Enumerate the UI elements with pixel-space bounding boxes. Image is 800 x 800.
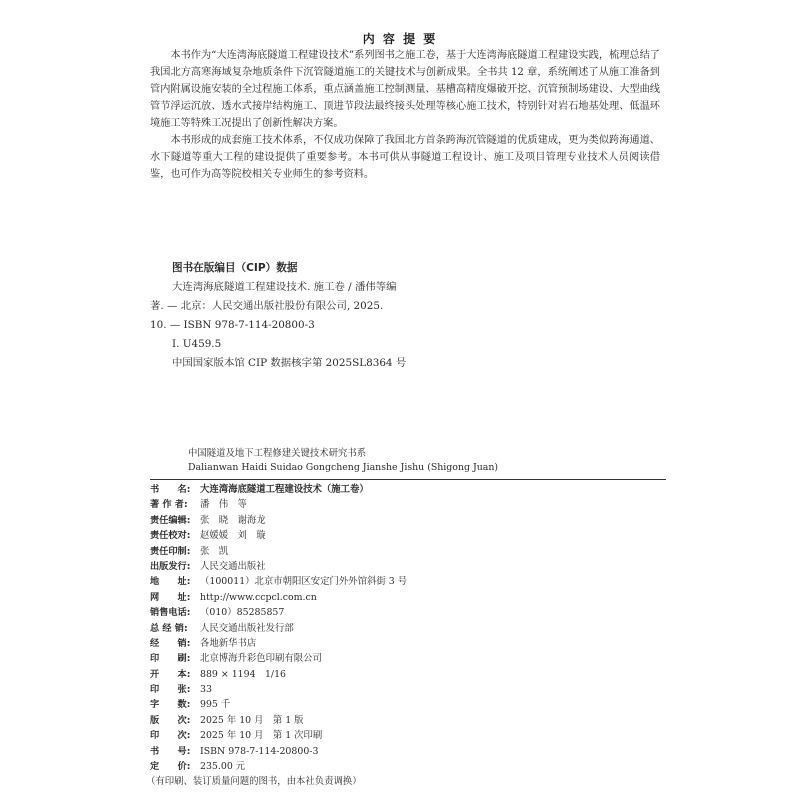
colophon-row-label: 开 本: — [150, 668, 191, 680]
colophon-row — [150, 497, 670, 512]
colophon-row — [150, 651, 670, 666]
colophon-row — [150, 559, 670, 574]
colophon-row-value: 889 × 1194 1/16 — [200, 668, 286, 680]
cip-block — [150, 259, 670, 373]
colophon-row-value: 大连湾海底隧道工程建设技术（施工卷） — [200, 484, 369, 495]
colophon-row-label: 经 销: — [150, 637, 191, 649]
colophon-row-label: 责任印制: — [150, 545, 191, 557]
colophon-row-value: 张 凯 — [200, 545, 229, 557]
colophon-row-label: 地 址: — [150, 576, 191, 588]
colophon-row — [150, 590, 670, 605]
colophon-row-value: 赵媛媛 刘 璇 — [200, 530, 266, 542]
series-pinyin: Dalianwan Haidi Suidao Gongcheng Jianshe Jishu (Shigong Juan) — [188, 462, 499, 473]
cip-line-1: 大连湾海底隧道工程建设技术. 施工卷 / 潘伟等编 — [172, 281, 397, 293]
quality-note: （有印刷、装订质量问题的图书，由本社负责调换） — [146, 776, 362, 788]
colophon-row-label: 版 次: — [150, 714, 191, 726]
colophon-row-value: 北京博海升彩色印刷有限公司 — [200, 653, 322, 665]
colophon-row-value: 人民交通出版社发行部 — [200, 622, 294, 634]
colophon-row-label: 出版发行: — [150, 560, 191, 572]
cip-title: 图书在版编目（CIP）数据 — [172, 262, 298, 274]
colophon-row — [150, 636, 670, 651]
colophon-row-value: 张 晓 谢海龙 — [200, 514, 266, 526]
colophon-row-value: 235.00 元 — [200, 761, 246, 773]
colophon-row-label: 网 址: — [150, 591, 191, 603]
colophon-row-label: 著 作 者: — [150, 499, 188, 511]
colophon-row-value: （010）85285857 — [200, 607, 285, 619]
colophon-row-value: 2025 年 10 月 第 1 版 — [200, 714, 304, 726]
colophon-row-value: 人民交通出版社 — [200, 560, 266, 572]
cip-line-4: Ⅰ. U459.5 — [172, 338, 222, 350]
colophon-row-value: ISBN 978-7-114-20800-3 — [200, 745, 319, 757]
colophon-row-label: 销售电话: — [150, 607, 191, 619]
colophon-row-value: （100011）北京市朝阳区安定门外外馆斜街 3 号 — [200, 576, 408, 588]
colophon-row — [150, 621, 670, 636]
colophon-row-label: 责任编辑: — [150, 514, 191, 526]
colophon-row — [150, 574, 670, 589]
colophon-rows — [150, 482, 670, 774]
colophon-row — [150, 482, 670, 497]
colophon — [146, 447, 670, 789]
colophon-row-value: 潘 伟 等 — [200, 499, 247, 511]
colophon-row-value: 2025 年 10 月 第 1 次印刷 — [200, 730, 323, 742]
series-title: 中国隧道及地下工程修建关键技术研究书系 — [188, 448, 367, 459]
colophon-row — [150, 713, 670, 728]
colophon-row-label: 书 名: — [150, 484, 191, 495]
colophon-row-value: 995 千 — [200, 699, 231, 711]
colophon-row-label: 印 刷: — [150, 653, 191, 665]
colophon-row-value: 33 — [200, 684, 212, 696]
colophon-row-value: 各地新华书店 — [200, 637, 257, 649]
colophon-row — [150, 528, 670, 543]
colophon-row — [150, 513, 670, 528]
colophon-row — [150, 544, 670, 559]
cip-line-2: 著. — 北京：人民交通出版社股份有限公司, 2025. — [150, 300, 384, 312]
cip-line-3: 10. — ISBN 978-7-114-20800-3 — [150, 319, 315, 331]
colophon-row-label: 印 张: — [150, 684, 191, 696]
abstract-paragraph-1: 本书作为“大连湾海底隧道工程建设技术”系列图书之施工卷，基于大连湾海底隧道工程建设实践，梳理总结了我国北方高寒海域复杂地质条件下沉管隧道施工的关键技术与创新成果。全书共 12 章，系统阐述了从施工准备到管内附属设施安装的全过程施工体系，重点涵盖施工控制测量、基槽高精度爆破开挖、沉管预制场建设、大型曲线管节浮运沉放、透水式接岸结构施工、顶进节段法最终接头处理等核心施工技术，特别针对岩石地基处理、低温环境施工等特殊工况提出了创新性解决方案。 — [150, 50, 660, 129]
colophon-row — [150, 682, 670, 697]
cip-line-5: 中国国家版本馆 CIP 数据核字第 2025SL8364 号 — [172, 357, 407, 369]
colophon-row — [150, 667, 670, 682]
abstract-body — [150, 47, 660, 183]
colophon-row-label: 印 次: — [150, 730, 191, 742]
abstract-title: 内 容 提 要 — [362, 32, 438, 46]
colophon-row — [150, 744, 670, 759]
colophon-row-label: 责任校对: — [150, 530, 191, 542]
colophon-rule — [150, 479, 666, 480]
abstract-paragraph-2: 本书形成的成套施工技术体系，不仅成功保障了我国北方首条跨海沉管隧道的优质建成，更为类似跨海通道、水下隧道等重大工程的建设提供了重要参考。本书可供从事隧道工程设计、施工及项目管理专业技术人员阅读借鉴，也可作为高等院校相关专业师生的参考资料。 — [150, 135, 660, 180]
colophon-row — [150, 605, 670, 620]
colophon-row-label: 定 价: — [150, 761, 191, 773]
colophon-row — [150, 697, 670, 712]
colophon-row-value: http://www.ccpcl.com.cn — [200, 591, 317, 603]
colophon-row-label: 字 数: — [150, 699, 191, 711]
colophon-row-label: 书 号: — [150, 745, 191, 757]
colophon-row — [150, 728, 670, 743]
colophon-row — [150, 759, 670, 774]
colophon-row-label: 总 经 销: — [150, 622, 188, 634]
